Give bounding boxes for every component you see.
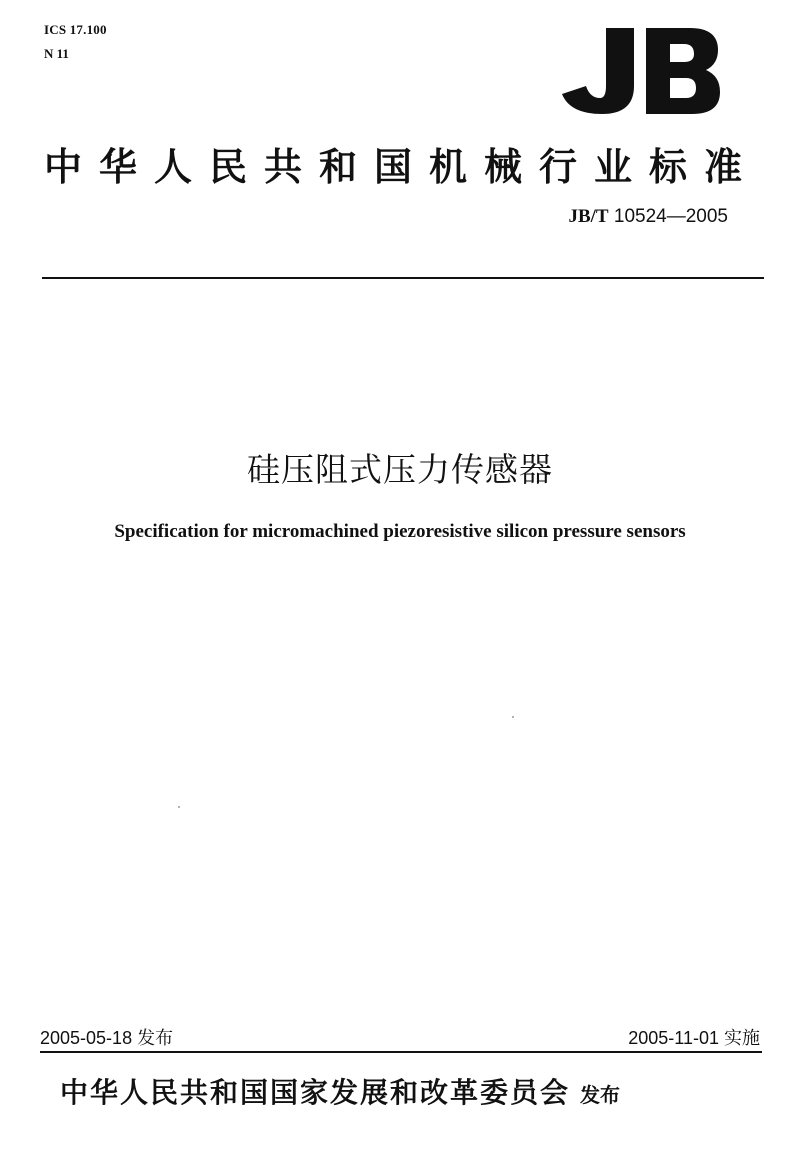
- scan-speck: [178, 806, 180, 808]
- bottom-divider: [40, 1051, 762, 1053]
- document-title-cn: 硅压阻式压力传感器: [247, 451, 553, 488]
- publisher-line: [60, 1071, 620, 1111]
- jb-logo-mark: [562, 28, 720, 114]
- ics-code: ICS 17.100: [44, 22, 107, 37]
- implementation-date: 2005-11-01 实施: [628, 1028, 760, 1048]
- standard-number-prefix: JB/T: [568, 206, 609, 227]
- document-title-en: Specification for micromachined piezoresistive silicon pressure sensors: [114, 521, 686, 542]
- issue-date: 2005-05-18 发布: [40, 1028, 174, 1048]
- standard-title: 中华人民共和国机械行业标准: [44, 147, 760, 189]
- top-divider: [42, 277, 764, 279]
- standard-number: [568, 206, 728, 228]
- ccs-code: N 11: [44, 46, 69, 61]
- jb-logo: [556, 24, 722, 118]
- publisher-name: 中华人民共和国国家发展和改革委员会: [60, 1077, 571, 1108]
- publisher-suffix: 发布: [580, 1085, 621, 1107]
- standard-number-value: 10524—2005: [608, 206, 728, 227]
- scan-speck: [512, 716, 514, 718]
